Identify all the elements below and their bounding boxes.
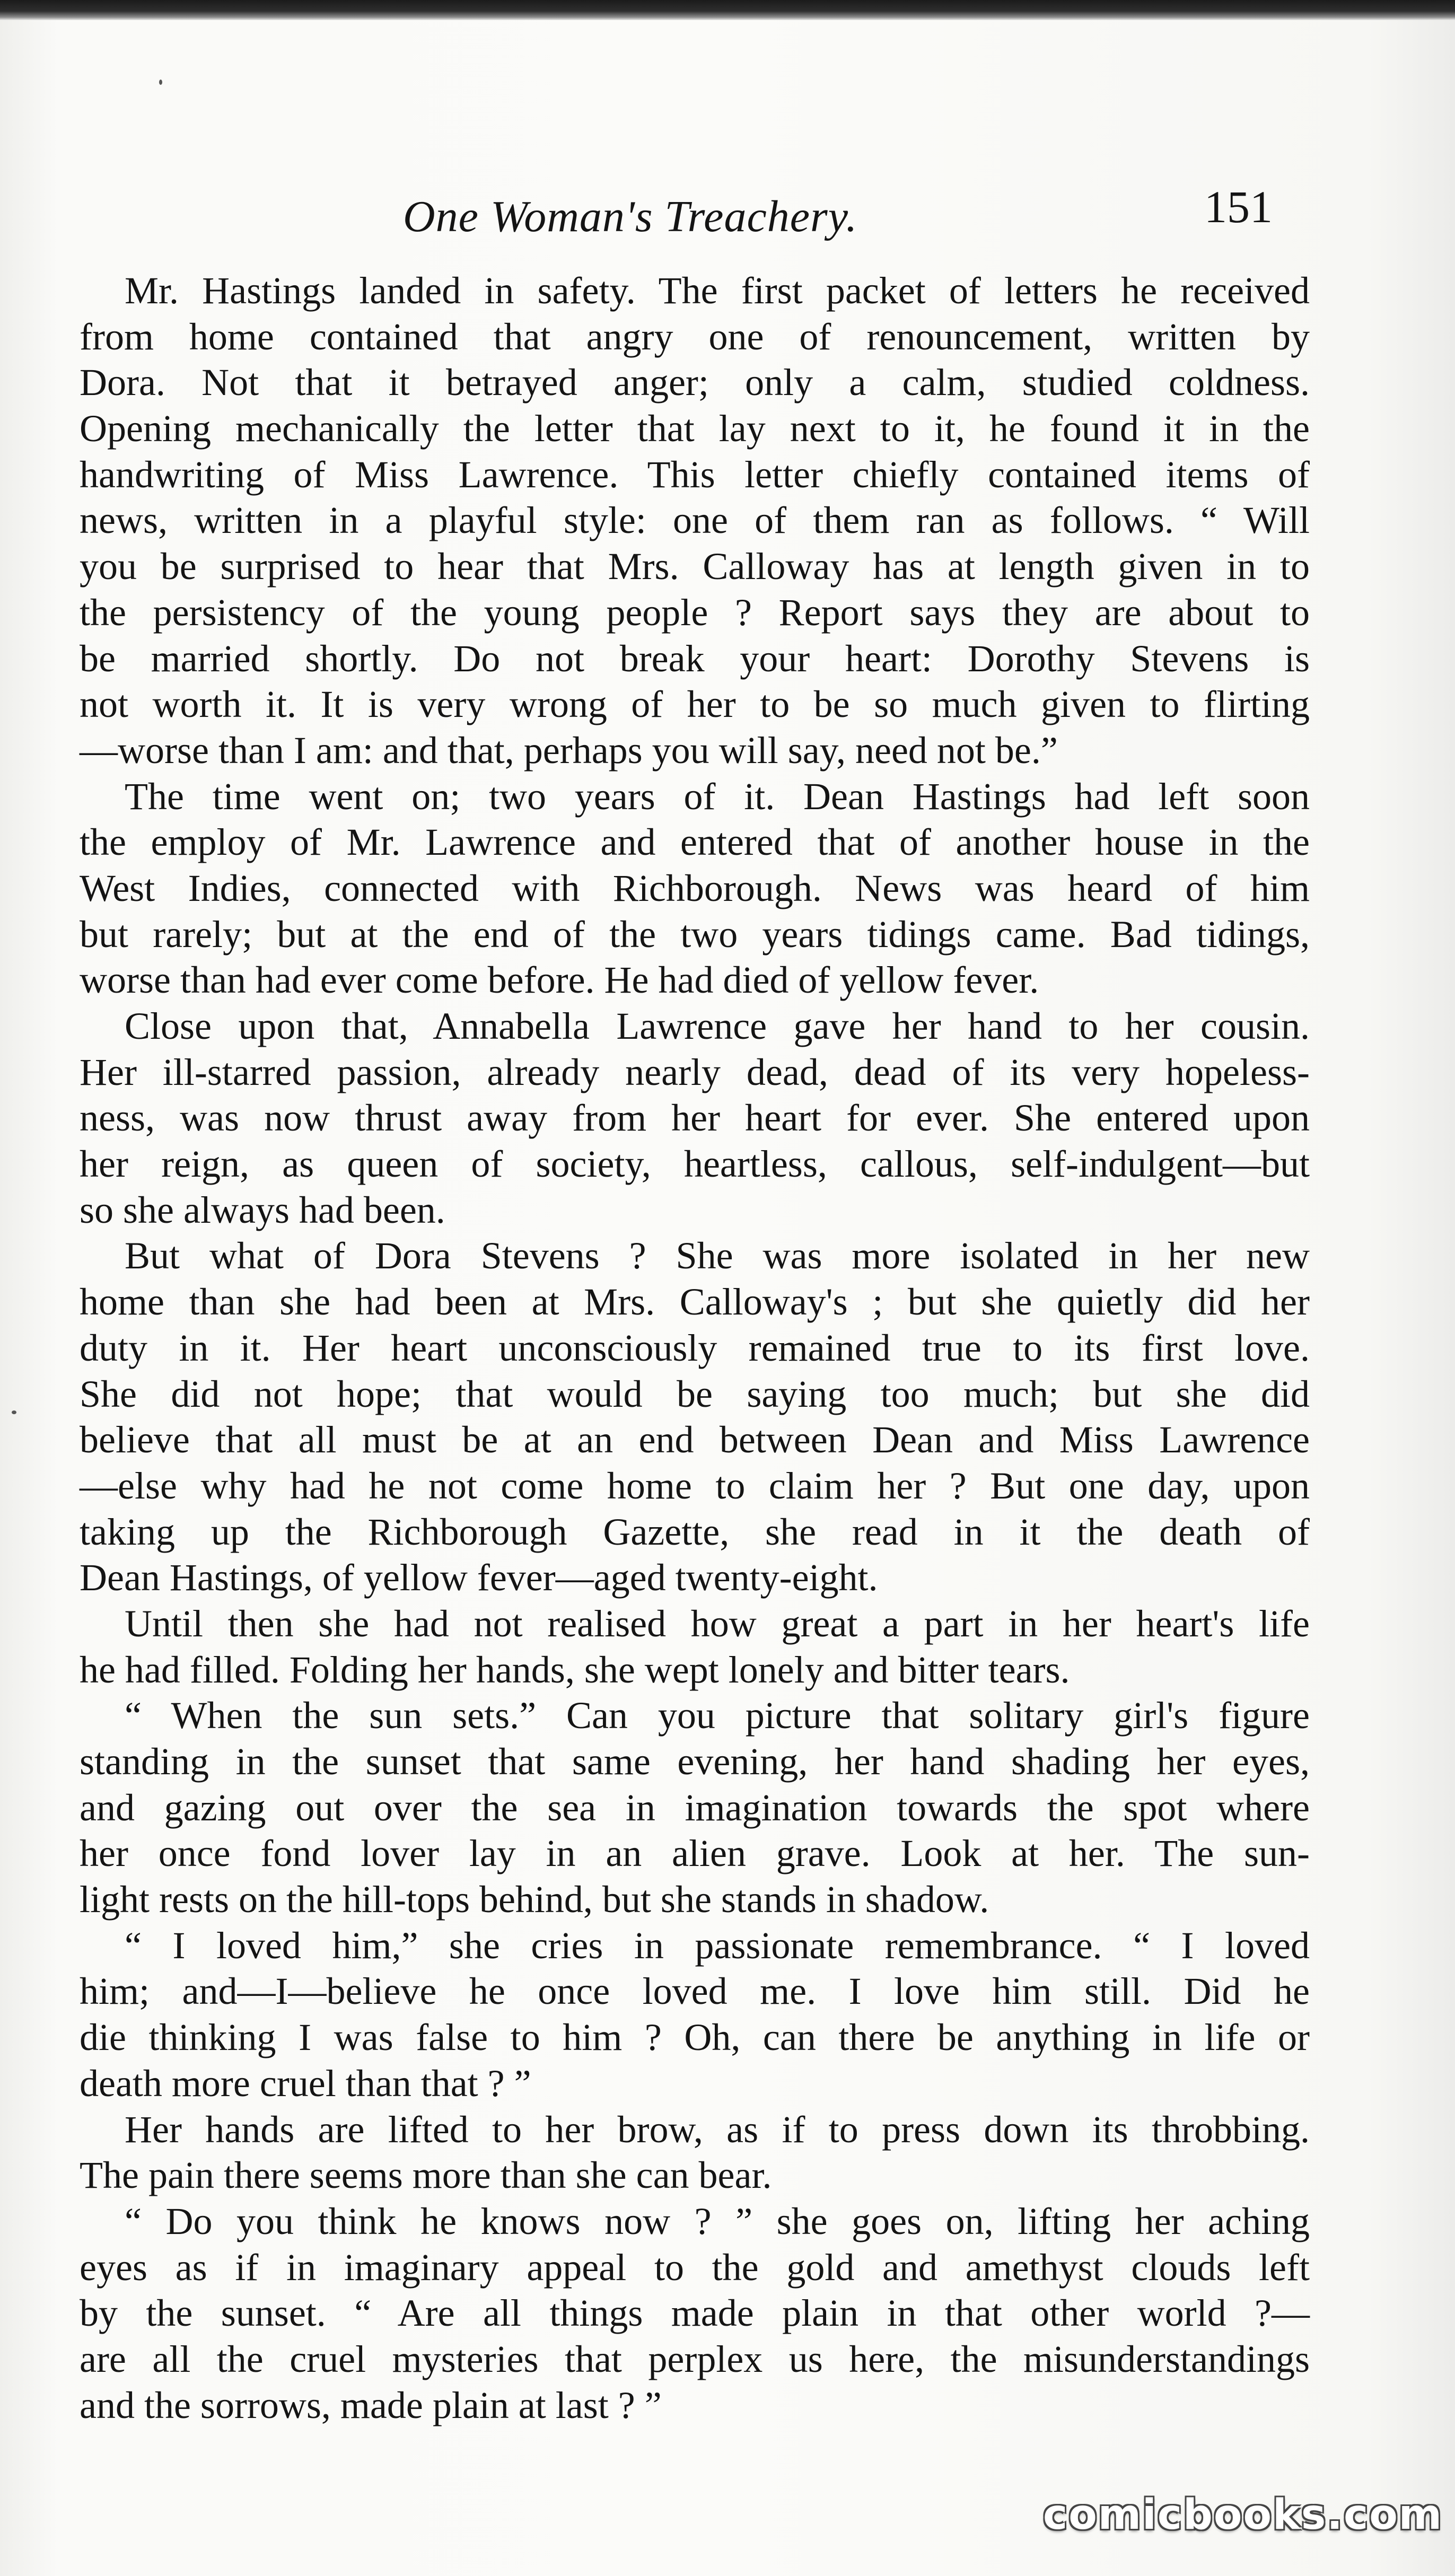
text-line: death more cruel than that ? ” (80, 2062, 531, 2105)
text-line: her once fond lover lay in an alien grave. Look at her. The sun- (80, 1832, 1310, 1875)
text-line: him; and—I—believe he once loved me. I love him still. Did he (80, 1970, 1310, 2013)
text-line: the persistency of the young people ? Report says they are about to (80, 591, 1310, 634)
text-line: Dean Hastings, of yellow fever—aged twenty-eight. (80, 1556, 878, 1599)
text-line: —else why had he not come home to claim her ? But one day, upon (80, 1464, 1310, 1507)
text-line: She did not hope; that would be saying too much; but she did (80, 1372, 1310, 1415)
text-line: light rests on the hill-tops behind, but she stands in shadow. (80, 1878, 989, 1921)
text-line: be married shortly. Do not break your heart: Dorothy Stevens is (80, 637, 1310, 680)
text-line: “ I loved him,” she cries in passionate remembrance. “ I loved (125, 1924, 1310, 1967)
text-line: believe that all must be at an end between Dean and Miss Lawrence (80, 1418, 1310, 1461)
text-line: and the sorrows, made plain at last ? ” (80, 2384, 662, 2426)
ink-speck (12, 1410, 16, 1414)
text-line: taking up the Richborough Gazette, she read in it the death of (80, 1510, 1310, 1553)
text-line: The time went on; two years of it. Dean Hastings had left soon (125, 775, 1310, 818)
text-line: eyes as if in imaginary appeal to the gold and amethyst clouds left (80, 2246, 1310, 2289)
text-line: news, written in a playful style: one of them ran as follows. “ Will (80, 499, 1310, 542)
text-line: from home contained that angry one of renouncement, written by (80, 315, 1310, 358)
text-line: worse than had ever come before. He had died of yellow fever. (80, 959, 1039, 1002)
text-line: you be surprised to hear that Mrs. Calloway has at length given in to (80, 545, 1310, 588)
text-line: but rarely; but at the end of the two years tidings came. Bad tidings, (80, 913, 1310, 956)
text-line: the employ of Mr. Lawrence and entered that of another house in the (80, 821, 1310, 864)
text-line: he had filled. Folding her hands, she wept lonely and bitter tears. (80, 1648, 1070, 1691)
text-line: Dora. Not that it betrayed anger; only a calm, studied coldness. (80, 361, 1310, 404)
text-line: are all the cruel mysteries that perplex us here, the misunderstandings (80, 2337, 1310, 2380)
page-top-edge (0, 0, 1455, 20)
text-line: West Indies, connected with Richborough. News was heard of him (80, 866, 1310, 909)
text-line: by the sunset. “ Are all things made plain in that other world ?— (80, 2292, 1310, 2335)
text-line: Her ill-starred passion, already nearly dead, dead of its very hopeless- (80, 1050, 1310, 1093)
text-line: “ Do you think he knows now ? ” she goes on, lifting her aching (125, 2200, 1310, 2242)
text-line: die thinking I was false to him ? Oh, can there be anything in life or (80, 2016, 1310, 2059)
text-line: “ When the sun sets.” Can you picture that solitary girl's figure (125, 1694, 1310, 1737)
text-line: home than she had been at Mrs. Calloway's ; but she quietly did her (80, 1281, 1310, 1324)
text-line: ness, was now thrust away from her heart for ever. She entered upon (80, 1097, 1310, 1140)
ink-speck (159, 80, 162, 85)
text-line: The pain there seems more than she can bear. (80, 2154, 772, 2197)
page-number: 151 (1204, 181, 1273, 232)
text-line: Her hands are lifted to her brow, as if to press down its throbbing. (125, 2108, 1310, 2151)
page-header (403, 180, 1273, 249)
watermark: comicbooks.com (1042, 2491, 1443, 2539)
text-line: Mr. Hastings landed in safety. The first packet of letters he received (125, 269, 1310, 312)
text-line: handwriting of Miss Lawrence. This letter chiefly contained items of (80, 453, 1310, 496)
text-line: so she always had been. (80, 1188, 445, 1231)
text-line: standing in the sunset that same evening, her hand shading her eyes, (80, 1740, 1310, 1783)
text-line: But what of Dora Stevens ? She was more isolated in her new (125, 1234, 1310, 1277)
text-line: —worse than I am: and that, perhaps you will say, need not be.” (80, 729, 1058, 772)
text-line: duty in it. Her heart unconsciously remained true to its first love. (80, 1326, 1310, 1369)
text-line: Until then she had not realised how great a part in her heart's life (125, 1602, 1310, 1645)
body-text (80, 268, 1310, 2428)
text-line: not worth it. It is very wrong of her to be so much given to flirting (80, 683, 1310, 726)
text-line: her reign, as queen of society, heartless, callous, self-indulgent—but (80, 1143, 1310, 1186)
text-line: Close upon that, Annabella Lawrence gave her hand to her cousin. (125, 1005, 1310, 1047)
text-line: Opening mechanically the letter that lay next to it, he found it in the (80, 407, 1310, 450)
running-head: One Woman's Treachery. (403, 192, 858, 241)
text-line: and gazing out over the sea in imagination towards the spot where (80, 1786, 1310, 1829)
